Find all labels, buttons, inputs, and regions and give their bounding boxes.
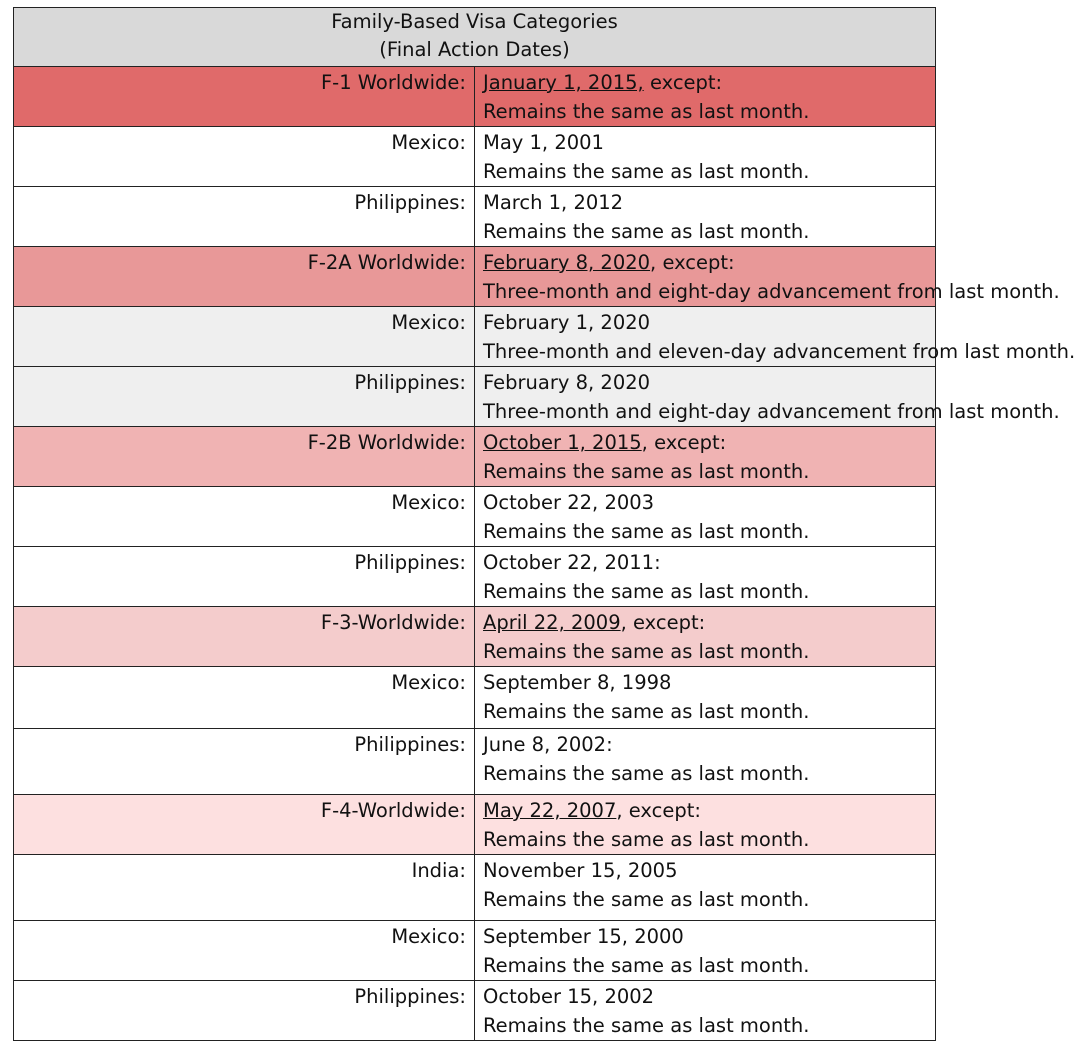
row-label: Mexico: <box>14 921 475 981</box>
row-value <box>475 307 1075 367</box>
change-note: Remains the same as last month. <box>483 100 810 123</box>
row-label: Philippines: <box>14 367 475 427</box>
row-label: F-2B Worldwide: <box>14 427 475 487</box>
table-header-row <box>14 8 936 67</box>
visa-bulletin-table <box>13 7 1075 1041</box>
table-row <box>14 427 936 487</box>
table-row <box>14 729 936 795</box>
row-value <box>475 667 936 729</box>
final-action-date: April 22, 2009 <box>483 611 621 634</box>
row-value <box>475 855 936 921</box>
table-row <box>14 547 936 607</box>
change-note: Remains the same as last month. <box>483 762 810 785</box>
final-action-date: March 1, 2012 <box>483 191 624 214</box>
change-note: Three-month and eight-day advancement from last month. <box>483 400 1060 423</box>
final-action-date-line <box>483 982 935 1011</box>
date-suffix: , except: <box>620 611 706 634</box>
row-label: F-4-Worldwide: <box>14 795 475 855</box>
final-action-date-line <box>483 308 935 337</box>
change-note: Remains the same as last month. <box>483 954 810 977</box>
table-subtitle: (Final Action Dates) <box>379 38 570 61</box>
table-row <box>14 921 936 981</box>
final-action-date: May 22, 2007 <box>483 799 617 822</box>
final-action-date: January 1, 2015, <box>483 71 644 94</box>
row-label: Mexico: <box>14 487 475 547</box>
final-action-date-line <box>483 608 935 637</box>
final-action-date-line <box>483 856 935 885</box>
change-note: Remains the same as last month. <box>483 580 810 603</box>
final-action-date: February 8, 2020 <box>483 251 651 274</box>
table-row <box>14 607 936 667</box>
final-action-date: February 8, 2020 <box>483 371 651 394</box>
date-suffix: , except: <box>616 799 701 822</box>
row-value <box>475 729 936 795</box>
change-note: Remains the same as last month. <box>483 1014 810 1037</box>
row-label: Mexico: <box>14 667 475 729</box>
row-label: F-3-Worldwide: <box>14 607 475 667</box>
change-note: Remains the same as last month. <box>483 160 810 183</box>
row-value <box>475 547 936 607</box>
final-action-date: November 15, 2005 <box>483 859 678 882</box>
row-label: F-1 Worldwide: <box>14 67 475 127</box>
final-action-date: February 1, 2020 <box>483 311 651 334</box>
final-action-date: September 15, 2000 <box>483 925 684 948</box>
change-note: Remains the same as last month. <box>483 700 810 723</box>
date-suffix: , except: <box>641 431 727 454</box>
row-label: F-2A Worldwide: <box>14 247 475 307</box>
final-action-date-line <box>483 188 935 217</box>
row-value <box>475 367 1060 427</box>
table-row <box>14 307 936 367</box>
row-label: India: <box>14 855 475 921</box>
row-value <box>475 607 936 667</box>
row-label: Philippines: <box>14 187 475 247</box>
final-action-date-line <box>483 128 935 157</box>
final-action-date: October 15, 2002 <box>483 985 655 1008</box>
table-row <box>14 981 936 1041</box>
row-label: Mexico: <box>14 127 475 187</box>
row-value <box>475 187 936 247</box>
final-action-date-line <box>483 922 935 951</box>
change-note: Remains the same as last month. <box>483 520 810 543</box>
table-title: Family-Based Visa Categories <box>331 10 618 33</box>
row-value <box>475 247 1060 307</box>
row-value <box>475 127 936 187</box>
final-action-date-line <box>483 488 935 517</box>
final-action-date-line <box>483 428 935 457</box>
final-action-date-line <box>483 368 935 397</box>
change-note: Remains the same as last month. <box>483 220 810 243</box>
change-note: Remains the same as last month. <box>483 888 810 911</box>
final-action-date-line <box>483 548 935 577</box>
final-action-date-line <box>483 68 935 97</box>
row-label: Philippines: <box>14 729 475 795</box>
change-note: Remains the same as last month. <box>483 460 810 483</box>
row-value <box>475 981 936 1041</box>
table-header-cell <box>14 8 936 67</box>
final-action-date-line <box>483 248 935 277</box>
row-label: Mexico: <box>14 307 475 367</box>
table-body <box>14 8 1075 1041</box>
row-label: Philippines: <box>14 547 475 607</box>
row-label: Philippines: <box>14 981 475 1041</box>
final-action-date: September 8, 1998 <box>483 671 672 694</box>
table-row <box>14 855 936 921</box>
table-row <box>14 795 936 855</box>
table-row <box>14 67 936 127</box>
change-note: Three-month and eight-day advancement from last month. <box>483 280 1060 303</box>
change-note: Remains the same as last month. <box>483 640 810 663</box>
final-action-date: May 1, 2001 <box>483 131 604 154</box>
row-value <box>475 487 936 547</box>
table-row <box>14 667 936 729</box>
change-note: Three-month and eleven-day advancement from last month. <box>483 340 1075 363</box>
table-row <box>14 187 936 247</box>
final-action-date: October 22, 2003 <box>483 491 655 514</box>
table-row <box>14 247 936 307</box>
final-action-date: October 1, 2015 <box>483 431 642 454</box>
final-action-date-line <box>483 730 935 759</box>
row-value <box>475 921 936 981</box>
final-action-date-line <box>483 796 935 825</box>
table-row <box>14 367 936 427</box>
row-value <box>475 795 936 855</box>
row-value <box>475 67 936 127</box>
final-action-date: October 22, 2011: <box>483 551 661 574</box>
row-value <box>475 427 936 487</box>
final-action-date-line <box>483 668 935 697</box>
table-row <box>14 487 936 547</box>
date-suffix: except: <box>643 71 723 94</box>
table-row <box>14 127 936 187</box>
final-action-date: June 8, 2002: <box>483 733 613 756</box>
change-note: Remains the same as last month. <box>483 828 810 851</box>
date-suffix: , except: <box>650 251 735 274</box>
